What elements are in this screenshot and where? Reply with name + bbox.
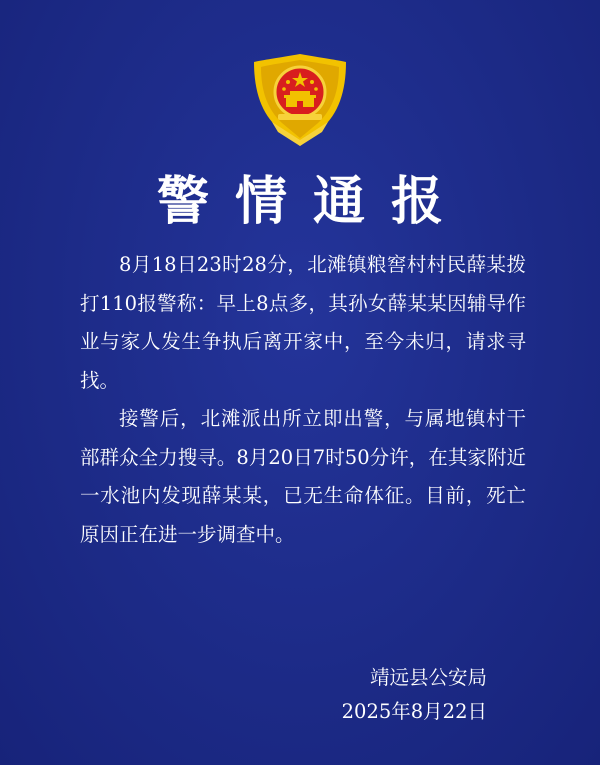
notice-paragraph: 接警后，北滩派出所立即出警，与属地镇村干部群众全力搜寻。8月20日7时50分许，在其家附近一水池内发现薛某某，已无生命体征。目前，死亡原因正在进一步调查中。 [80,407,526,546]
notice-body [80,246,526,554]
notice-paragraph: 8月18日23时28分，北滩镇粮窖村村民薛某拨打110报警称：早上8点多，其孙女薛某某因辅导作业与家人发生争执后离开家中，至今未归，请求寻找。 [80,253,526,392]
issuer-name: 靖远县公安局 [369,666,487,689]
notice-title: 警情通报 [156,172,469,232]
police-emblem-icon [248,52,352,148]
issue-date: 2025年8月22日 [341,700,487,723]
